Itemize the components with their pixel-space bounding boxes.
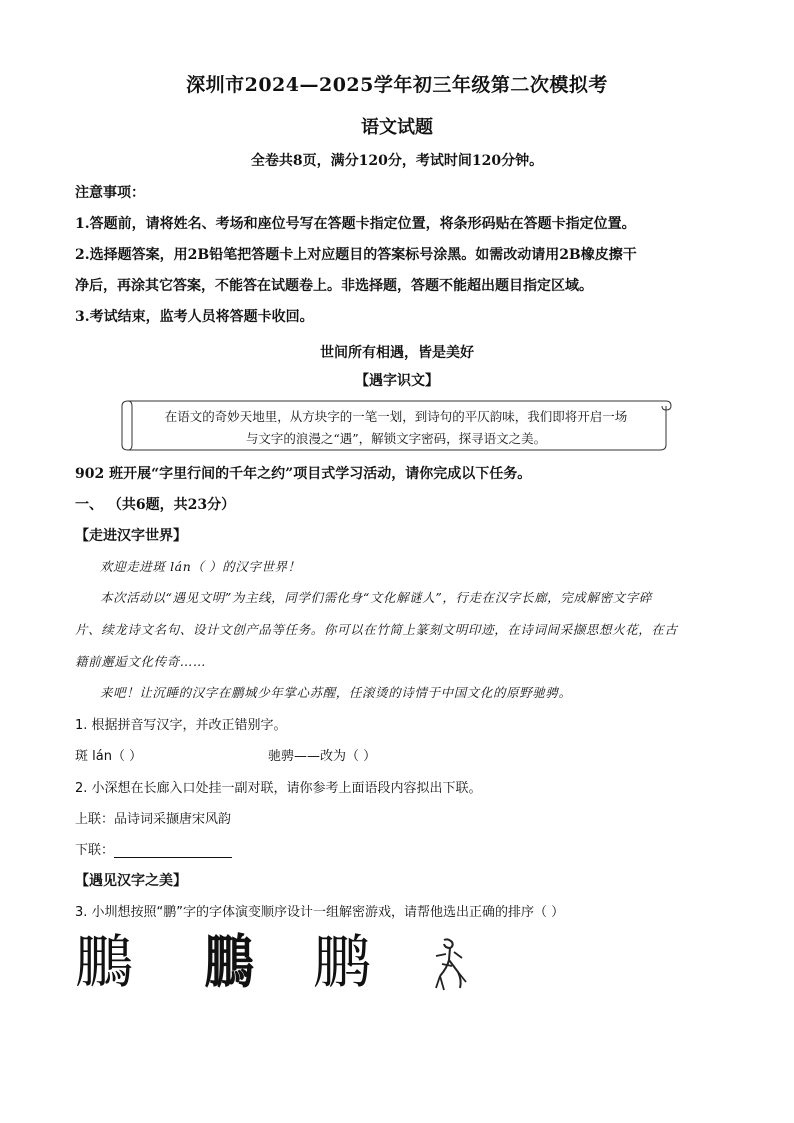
glyph-regular-script: 鵬 [75,928,134,996]
glyph-simplified-script: 鹏 [313,928,372,996]
exam-info: 全卷共8页，满分120分，考试时间120分钟。 [250,153,544,169]
notes-item-2b: 净后，再涂其它答案，不能答在试题卷上。非选择题，答题不能超出题目指定区域。 [75,278,593,294]
theme-title: 世间所有相遇，皆是美好 [320,345,474,361]
question-2-stem: 2. 小深想在长廊入口处挂一副对联，请你参考上面语段内容拟出下联。 [75,781,482,796]
notes-item-3: 3.考试结束，监考人员将答题卡收回。 [75,309,314,325]
question-1-blank-a[interactable]: 斑 lán（ ） [75,749,143,764]
couplet-upper: 上联：品诗词采撷唐宋风韵 [75,812,232,827]
passage-p2b: 片、续龙诗文名句、设计文创产品等任务。你可以在竹简上篆刻文明印迹，在诗词间采撷思想火花，在古 [75,622,678,637]
notes-heading: 注意事项： [75,185,145,201]
part-one-heading: 一、 （共6题，共23分） [75,497,236,513]
page-subtitle: 语文试题 [361,117,433,138]
section-heading-1: 【走进汉字世界】 [75,528,187,544]
passage-p1: 欢迎走进斑 lán（ ）的汉字世界！ [100,559,301,574]
page-title: 深圳市2024—2025学年初三年级第二次模拟考 [186,74,608,96]
notes-item-2a: 2.选择题答案，用2B铅笔把答题卡上对应题目的答案标号涂黑。如需改动请用2B橡皮擦干 [75,247,637,263]
activity-intro: 902 班开展“字里行间的千年之约”项目式学习活动，请你完成以下任务。 [75,466,532,482]
couplet-lower-row[interactable] [75,839,232,858]
question-3-stem: 3. 小圳想按照“鹏”字的字体演变顺序设计一组解密游戏，请帮他选出正确的排序（ ） [75,905,565,920]
couplet-lower-label: 下联： [75,843,115,858]
passage-p2a: 本次活动以“遇见文明”为主线，同学们需化身“文化解谜人”，行走在汉字长廊，完成解密文字碎 [100,590,652,605]
scroll-text-line-1: 在语文的奇妙天地里，从方块字的一笔一划，到诗句的平仄韵味，我们即将开启一场 [164,409,628,424]
passage-p2c: 籍前邂逅文化传奇…… [75,654,207,669]
scroll-text-line-2: 与文字的浪漫之“遇”，解锁文字密码，探寻语文之美。 [245,431,547,446]
glyph-oracle-bone-icon [430,936,470,1002]
passage-p3: 来吧！让沉睡的汉字在鹏城少年掌心苏醒，任滚烫的诗情于中国文化的原野驰骋。 [100,685,572,700]
question-1-stem: 1. 根据拼音写汉字，并改正错别字。 [75,718,287,733]
couplet-lower-blank[interactable] [114,843,232,858]
notes-item-1: 1.答题前，请将姓名、考场和座位号写在答题卡指定位置，将条形码贴在答题卡指定位置。 [75,216,636,232]
scroll-banner [120,397,672,451]
question-1-blank-b[interactable]: 驰骋——改为（ ） [268,749,377,764]
section-bracket-title: 【遇字识文】 [355,373,439,389]
glyph-seal-script: 鵬 [204,928,254,996]
section-heading-2: 【遇见汉字之美】 [75,873,187,889]
